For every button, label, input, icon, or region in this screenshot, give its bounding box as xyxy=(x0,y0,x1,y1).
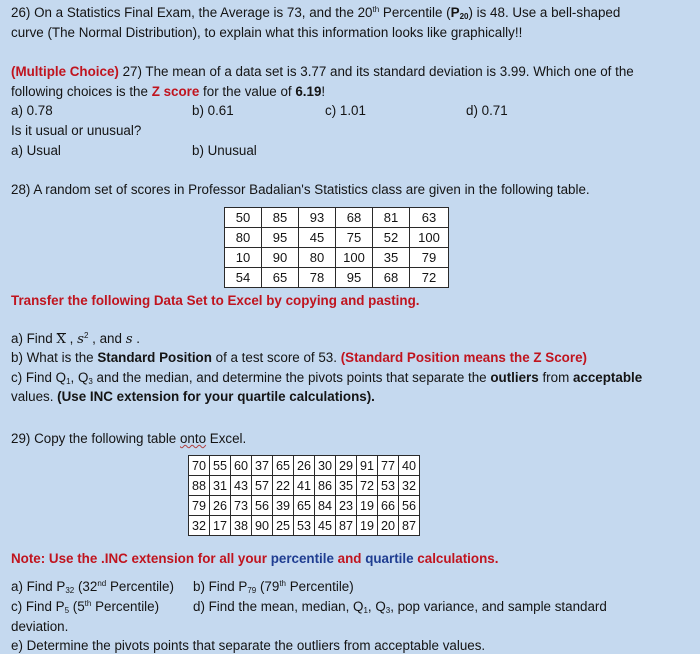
table-cell: 55 xyxy=(210,456,231,476)
q27-choice-a: a) 0.78 xyxy=(11,103,53,118)
table-cell: 50 xyxy=(225,208,262,228)
table-cell: 66 xyxy=(378,496,399,516)
table-cell: 93 xyxy=(299,208,336,228)
table-cell: 31 xyxy=(210,476,231,496)
table-cell: 32 xyxy=(399,476,420,496)
table-cell: 90 xyxy=(252,516,273,536)
q29-note: Note: Use the .INC extension for all your percentile and quartile calculations. xyxy=(11,551,499,566)
table-cell: 91 xyxy=(357,456,378,476)
x-bar-symbol: X xyxy=(56,332,66,347)
table-row xyxy=(225,268,449,288)
table-cell: 72 xyxy=(410,268,449,288)
table-cell: 79 xyxy=(410,248,449,268)
table-cell: 20 xyxy=(378,516,399,536)
table-cell: 17 xyxy=(210,516,231,536)
table-cell: 41 xyxy=(294,476,315,496)
table-cell: 53 xyxy=(294,516,315,536)
q26-line1: 26) On a Statistics Final Exam, the Average is 73, and the 20th Percentile $(P_{20})$ is 48. Use a bell-shaped xyxy=(11,5,621,21)
table-cell: 63 xyxy=(410,208,449,228)
table-cell: 19 xyxy=(357,496,378,516)
table-cell: 73 xyxy=(231,496,252,516)
table-cell: 95 xyxy=(262,228,299,248)
q29-part-d-line2: deviation. xyxy=(11,619,69,634)
table-row xyxy=(189,476,420,496)
q29-data-table xyxy=(188,455,420,536)
table-cell: 87 xyxy=(399,516,420,536)
table-cell: 23 xyxy=(336,496,357,516)
table-cell: 81 xyxy=(373,208,410,228)
q27-choice-d: d) 0.71 xyxy=(466,103,508,118)
table-cell: 32 xyxy=(189,516,210,536)
table-cell: 56 xyxy=(252,496,273,516)
table-row xyxy=(189,516,420,536)
table-cell: 70 xyxy=(189,456,210,476)
q29-part-d-line1: d) Find the mean, median, $Q_1$, $Q_3$, pop variance, and sample standard xyxy=(193,599,607,615)
table-cell: 60 xyxy=(231,456,252,476)
table-cell: 75 xyxy=(336,228,373,248)
table-row xyxy=(225,228,449,248)
table-cell: 45 xyxy=(299,228,336,248)
table-cell: 85 xyxy=(262,208,299,228)
table-cell: 37 xyxy=(252,456,273,476)
table-cell: 68 xyxy=(373,268,410,288)
q29-part-a: a) Find $P_{32}$ (32nd Percentile) xyxy=(11,579,174,595)
table-cell: 100 xyxy=(336,248,373,268)
q28-part-c-line2: values. (Use INC extension for your quartile calculations). xyxy=(11,389,375,404)
q29-intro: 29) Copy the following table onto Excel. xyxy=(11,431,247,446)
table-cell: 77 xyxy=(378,456,399,476)
table-cell: 79 xyxy=(189,496,210,516)
table-cell: 45 xyxy=(315,516,336,536)
q27-usual-a: a) Usual xyxy=(11,143,61,158)
table-cell: 88 xyxy=(189,476,210,496)
table-cell: 39 xyxy=(273,496,294,516)
table-cell: 35 xyxy=(373,248,410,268)
table-cell: 65 xyxy=(262,268,299,288)
table-cell: 86 xyxy=(315,476,336,496)
table-cell: 53 xyxy=(378,476,399,496)
table-cell: 84 xyxy=(315,496,336,516)
table-cell: 10 xyxy=(225,248,262,268)
q27-choice-b: b) 0.61 xyxy=(192,103,234,118)
q28-intro: 28) A random set of scores in Professor Badalian's Statistics class are given in the following table. xyxy=(11,182,590,197)
table-cell: 29 xyxy=(336,456,357,476)
table-cell: 43 xyxy=(231,476,252,496)
multiple-choice-tag: (Multiple Choice) xyxy=(11,64,119,79)
table-cell: 19 xyxy=(357,516,378,536)
table-cell: 65 xyxy=(294,496,315,516)
q26-line2: curve (The Normal Distribution), to explain what this information looks like graphically!! xyxy=(11,25,523,40)
table-cell: 56 xyxy=(399,496,420,516)
q28-part-c-line1: c) Find $Q_1$, $Q_3$ and the median, and determine the pivots points that separate the outliers from acceptable xyxy=(11,370,643,386)
table-cell: 26 xyxy=(294,456,315,476)
q28-part-b: b) What is the Standard Position of a test score of 53. (Standard Position means the Z Score) xyxy=(11,350,587,365)
table-cell: 30 xyxy=(315,456,336,476)
table-cell: 52 xyxy=(373,228,410,248)
table-cell: 22 xyxy=(273,476,294,496)
table-cell: 95 xyxy=(336,268,373,288)
table-row xyxy=(189,456,420,476)
table-cell: 68 xyxy=(336,208,373,228)
table-cell: 57 xyxy=(252,476,273,496)
q27-line2: following choices is the Z score for the value of 6.19! xyxy=(11,84,326,99)
q28-transfer-note: Transfer the following Data Set to Excel by copying and pasting. xyxy=(11,293,420,308)
q29-part-c: c) Find $P_5$ (5th Percentile) xyxy=(11,599,160,615)
table-cell: 54 xyxy=(225,268,262,288)
table-cell: 80 xyxy=(299,248,336,268)
q27-usual-question: Is it usual or unusual? xyxy=(11,123,142,138)
q28-score-table xyxy=(224,207,449,288)
table-cell: 78 xyxy=(299,268,336,288)
table-row xyxy=(225,208,449,228)
q27-line1: (Multiple Choice) 27) The mean of a data set is 3.77 and its standard deviation is 3.99. Which one of the xyxy=(11,64,634,79)
q29-part-e: e) Determine the pivots points that separate the outliers from acceptable values. xyxy=(11,638,486,653)
table-cell: 87 xyxy=(336,516,357,536)
table-cell: 72 xyxy=(357,476,378,496)
table-cell: 65 xyxy=(273,456,294,476)
q28-part-a: a) Find X , $s^2$ , and s . xyxy=(11,331,141,347)
q27-usual-b: b) Unusual xyxy=(192,143,257,158)
q29-part-b: b) Find $P_{79}$ (79th Percentile) xyxy=(193,579,354,595)
q27-choice-c: c) 1.01 xyxy=(325,103,366,118)
table-cell: 35 xyxy=(336,476,357,496)
table-cell: 26 xyxy=(210,496,231,516)
table-row xyxy=(189,496,420,516)
table-cell: 38 xyxy=(231,516,252,536)
table-cell: 40 xyxy=(399,456,420,476)
table-cell: 25 xyxy=(273,516,294,536)
table-row xyxy=(225,248,449,268)
table-cell: 80 xyxy=(225,228,262,248)
table-cell: 100 xyxy=(410,228,449,248)
table-cell: 90 xyxy=(262,248,299,268)
